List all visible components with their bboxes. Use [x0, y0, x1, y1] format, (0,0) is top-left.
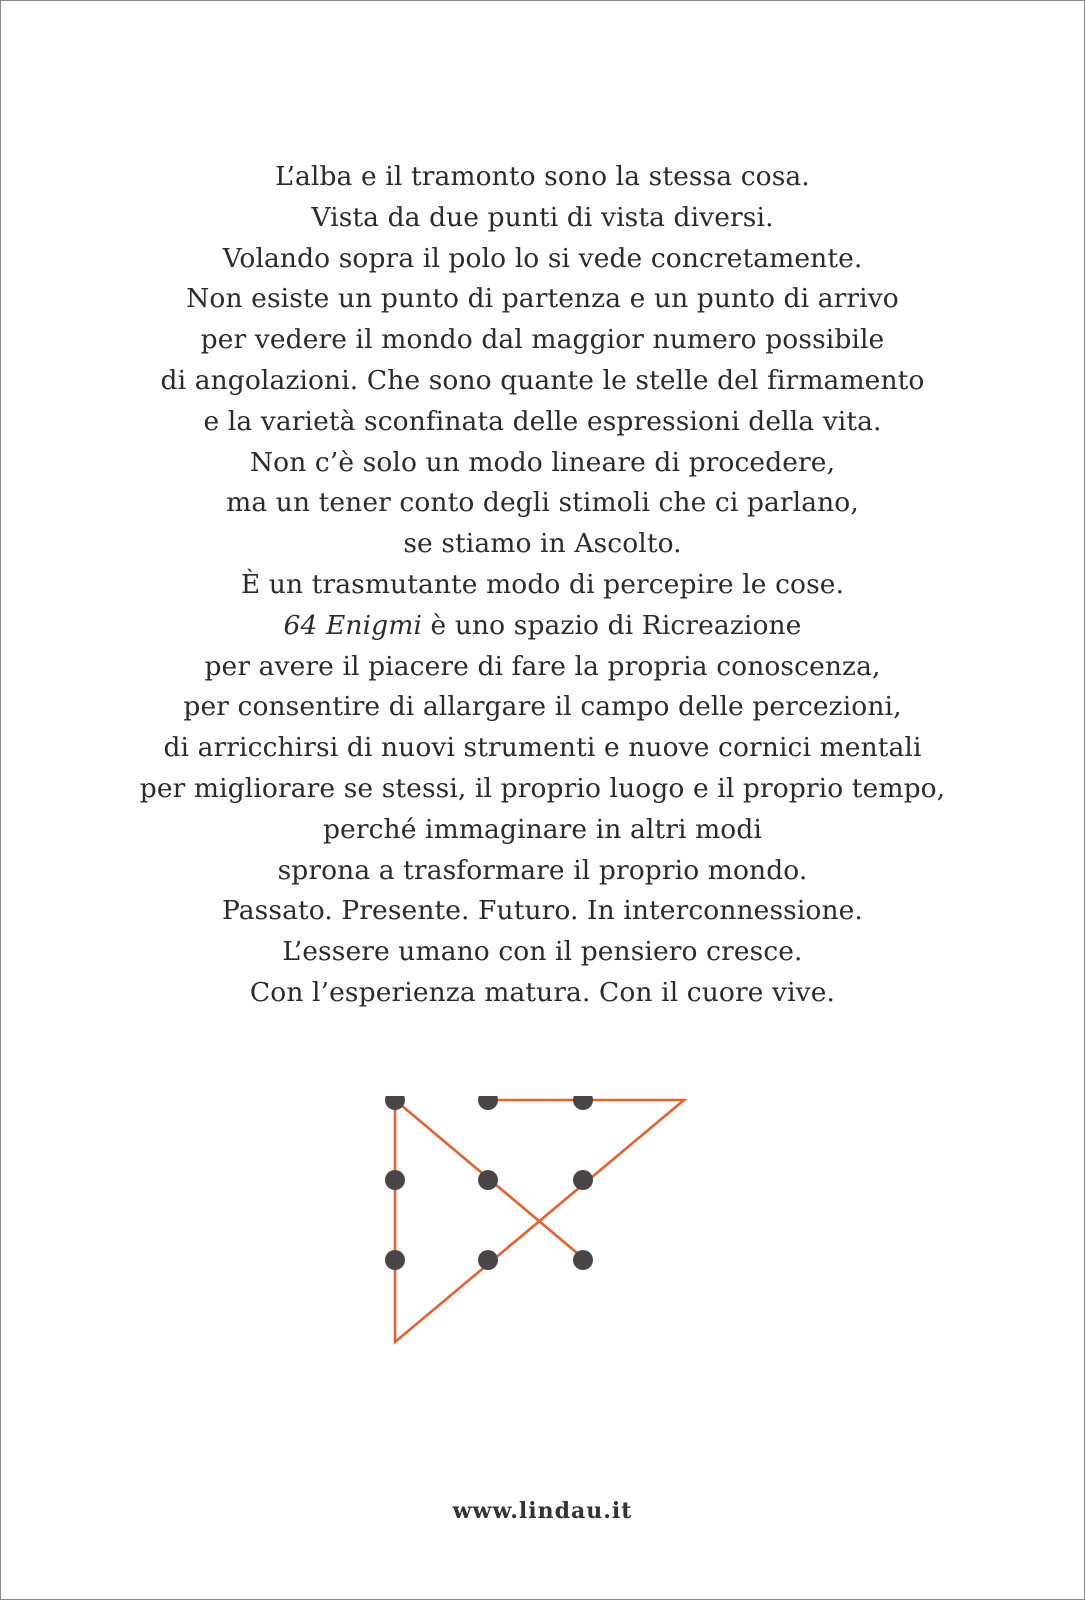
puzzle-dot: [385, 1170, 405, 1190]
poem-line: di arricchirsi di nuovi strumenti e nuove cornici mentali: [163, 732, 922, 764]
poem-title-line-rest: è uno spazio di Ricreazione: [422, 609, 802, 641]
poem-line: di angolazioni. Che sono quante le stelle del firmamento: [160, 364, 925, 396]
poem-line: se stiamo in Ascolto.: [403, 528, 682, 560]
puzzle-solution-line: [395, 1100, 684, 1342]
poem-line: sprona a trasformare il proprio mondo.: [277, 854, 808, 886]
poem-line: È un trasmutante modo di percepire le cose.: [240, 568, 845, 600]
publisher-website: www.lindau.it: [452, 1498, 633, 1524]
poem-title-line: [1, 606, 1084, 647]
puzzle-dot: [385, 1096, 405, 1110]
poem-line: Non esiste un punto di partenza e un punto di arrivo: [186, 283, 899, 315]
poem-line: per consentire di allargare il campo delle percezioni,: [183, 691, 902, 723]
poem-line: e la varietà sconfinata delle espressioni della vita.: [203, 405, 882, 437]
puzzle-dot: [385, 1250, 405, 1270]
puzzle-dot: [478, 1096, 498, 1110]
puzzle-dot: [573, 1096, 593, 1110]
poem-line: Con l’esperienza matura. Con il cuore vive.: [249, 976, 836, 1008]
poem-line: per vedere il mondo dal maggior numero possibile: [200, 324, 885, 356]
poem-line: Non c’è solo un modo lineare di procedere,: [249, 446, 836, 478]
poem-line: Volando sopra il polo lo si vede concretamente.: [222, 242, 863, 274]
poem-line: L’essere umano con il pensiero cresce.: [282, 936, 803, 968]
poem-line: per migliorare se stessi, il proprio luogo e il proprio tempo,: [139, 772, 946, 804]
poem-line: Passato. Presente. Futuro. In interconnessione.: [222, 895, 863, 927]
poem-line: per avere il piacere di fare la propria conoscenza,: [204, 650, 881, 682]
poem-line: L’alba e il tramonto sono la stessa cosa.: [275, 161, 810, 192]
poem-line: perché immaginare in altri modi: [322, 813, 763, 845]
puzzle-dot: [573, 1170, 593, 1190]
poem-line: Vista da due punti di vista diversi.: [311, 201, 774, 233]
puzzle-dot: [478, 1250, 498, 1270]
nine-dots-puzzle-graphic: [371, 1096, 691, 1356]
poem-text: [1, 157, 1084, 1014]
book-title-italic: 64 Enigmi: [283, 609, 423, 641]
puzzle-dots: [385, 1096, 593, 1270]
poem-line: ma un tener conto degli stimoli che ci parlano,: [226, 487, 859, 519]
puzzle-dot: [478, 1170, 498, 1190]
puzzle-dot: [573, 1250, 593, 1270]
